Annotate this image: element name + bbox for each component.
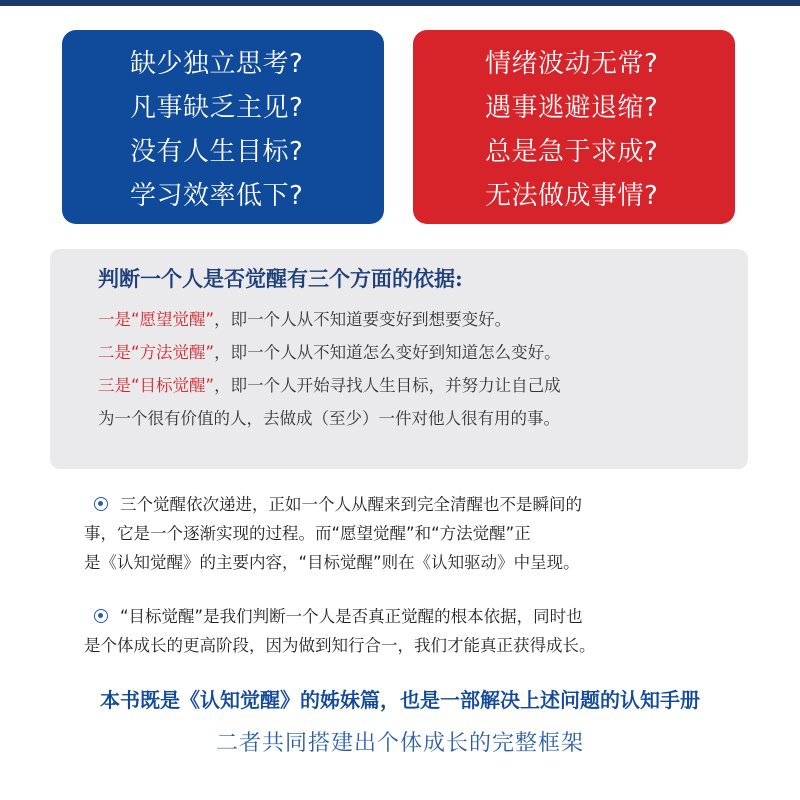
paragraph-text: “目标觉醒”是我们判断一个人是否真正觉醒的根本依据，同时也	[120, 607, 583, 626]
awakening-criteria-panel	[50, 249, 748, 469]
criteria-item-2	[98, 336, 748, 369]
question-line: 凡事缺乏主见?	[130, 93, 304, 123]
question-box-blue	[62, 30, 384, 224]
criteria-item-text: ，即一个人从不知道要变好到想要变好。	[214, 310, 512, 329]
question-line: 无法做成事情?	[485, 181, 659, 211]
bullet-paragraph-2	[84, 602, 734, 660]
circle-dot-icon	[94, 609, 108, 623]
footer-headline: 本书既是《认知觉醒》的姊妹篇，也是一部解决上述问题的认知手册	[100, 688, 700, 712]
paragraph-line: 事，它是一个逐渐实现的过程。而“愿望觉醒”和“方法觉醒”正	[84, 524, 531, 543]
criteria-item-label: 三是“目标觉醒”	[98, 376, 215, 395]
paragraph-line	[84, 490, 734, 519]
paragraph-text: 三个觉醒依次递进，正如一个人从醒来到完全清醒也不是瞬间的	[120, 495, 582, 514]
top-accent-strip	[0, 0, 800, 6]
bullet-paragraph-1	[84, 490, 734, 577]
paragraph-line: 是个体成长的更高阶段，因为做到知行合一，我们才能真正获得成长。	[84, 636, 596, 655]
criteria-item-1	[98, 303, 748, 336]
paragraph-line: 是《认知觉醒》的主要内容，“目标觉醒”则在《认知驱动》中呈现。	[84, 553, 580, 572]
question-line: 情绪波动无常?	[485, 49, 659, 79]
question-line: 总是急于求成?	[485, 137, 659, 167]
criteria-item-3	[98, 369, 748, 402]
criteria-item-label: 一是“愿望觉醒”	[98, 310, 215, 329]
criteria-item-text: ，即一个人从不知道怎么变好到知道怎么变好。	[214, 343, 561, 362]
criteria-item-text: ，即一个人开始寻找人生目标，并努力让自己成	[214, 376, 561, 395]
circle-dot-icon	[94, 497, 108, 511]
question-line: 没有人生目标?	[130, 137, 304, 167]
question-line: 遇事逃避退缩?	[485, 93, 659, 123]
criteria-item-label: 二是“方法觉醒”	[98, 343, 215, 362]
footer-subline: 二者共同搭建出个体成长的完整框架	[215, 731, 584, 756]
question-box-red	[413, 30, 735, 224]
paragraph-line	[84, 602, 734, 631]
criteria-title: 判断一个人是否觉醒有三个方面的依据:	[98, 266, 463, 291]
question-line: 学习效率低下?	[130, 181, 304, 211]
criteria-item-3-continued	[98, 402, 748, 435]
criteria-item-text: 为一个很有价值的人，去做成（至少）一件对他人很有用的事。	[98, 409, 560, 428]
question-line: 缺少独立思考?	[130, 49, 304, 79]
